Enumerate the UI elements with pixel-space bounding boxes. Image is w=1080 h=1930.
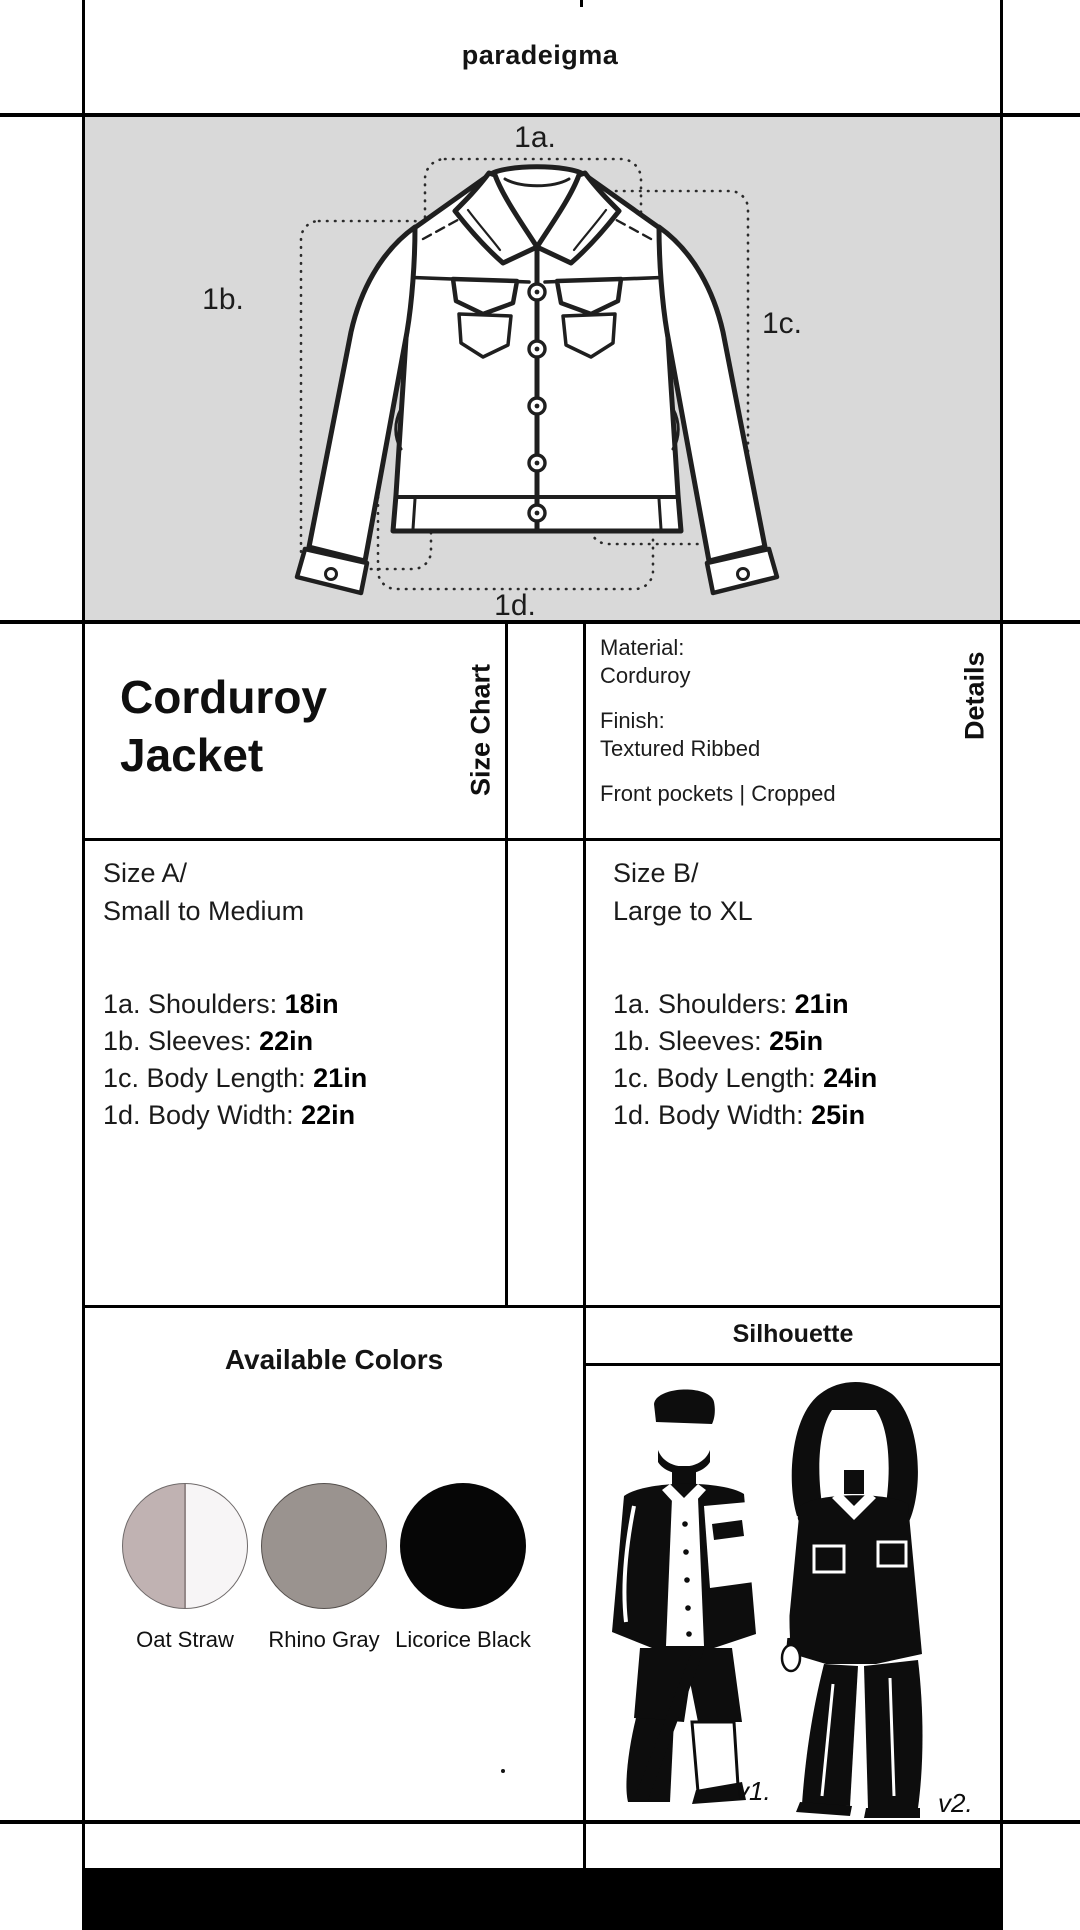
measure-label-1b: 1b. [202,283,244,316]
swatch-oat-straw [122,1483,248,1653]
size-b-name: Size B/ [613,858,699,888]
size-a-measure-row: 1d. Body Width: 22in [103,1100,356,1130]
size-chart-vertical-label: Size Chart [465,663,496,797]
size-a-cell [103,854,493,1134]
measure-label-1c: 1c. [761,307,803,340]
size-b-measure-row: 1b. Sleeves: 25in [613,1026,824,1056]
row-divider-line [82,838,1003,841]
features-text: Front pockets | Cropped [600,781,836,806]
panel-divider-line [0,620,1080,624]
column-divider-a [505,620,508,1308]
product-title-line1: Corduroy [120,671,327,723]
size-b-cell [613,854,993,1134]
jacket-technical-drawing-icon [85,117,1000,620]
rhino-gray-swatch-icon [261,1483,387,1609]
size-a-measure-row: 1b. Sleeves: 22in [103,1026,314,1056]
measure-label-1d: 1d. [494,589,536,620]
oat-straw-swatch-icon [122,1483,248,1609]
size-a-measure-row: 1c. Body Length: 21in [103,1063,368,1093]
swatch-licorice-black [395,1483,531,1653]
finish-label: Finish: [600,708,665,733]
bottom-divider-line [0,1820,1080,1824]
header-divider-line [0,113,1080,117]
brand-title: paradeigma [461,40,619,70]
size-b-measure-row: 1d. Body Width: 25in [613,1100,866,1130]
product-title [120,668,327,784]
color-swatches [122,1483,531,1653]
footer-black-bar [82,1868,1003,1930]
swatch-rhino-gray [261,1483,387,1653]
variant-label-v1: v1. [736,1776,771,1806]
details-vertical-label: Details [959,651,990,741]
measure-label-1a: 1a. [514,121,556,154]
silhouette-figures-image [586,1366,1000,1818]
size-b-range: Large to XL [613,896,753,926]
material-value: Corduroy [600,663,691,688]
silhouette-underline [583,1363,1003,1366]
size-b-measure-row: 1a. Shoulders: 21in [613,989,849,1019]
right-border-line [1000,0,1003,1930]
column-divider-b [583,620,586,1868]
silhouette-title: Silhouette [732,1320,854,1348]
material-label: Material: [600,635,685,660]
variant-label-v2: v2. [938,1788,973,1818]
size-a-measure-row: 1a. Shoulders: 18in [103,989,339,1019]
section-divider-line [82,1305,1003,1308]
product-title-line2: Jacket [120,729,264,781]
licorice-black-swatch-icon [400,1483,526,1609]
size-b-measure-row: 1c. Body Length: 24in [613,1063,878,1093]
size-a-name: Size A/ [103,858,188,888]
available-colors-title: Available Colors [224,1344,444,1375]
details-cell [600,634,960,825]
swatch-label: Licorice Black [395,1627,531,1652]
size-a-range: Small to Medium [103,896,305,926]
print-speck [501,1769,505,1773]
top-tick-line [580,0,583,7]
finish-value: Textured Ribbed [600,736,761,761]
jacket-diagram-panel [85,117,1000,620]
swatch-label: Rhino Gray [268,1627,380,1652]
swatch-label: Oat Straw [136,1627,234,1652]
left-border-line [82,0,85,1930]
